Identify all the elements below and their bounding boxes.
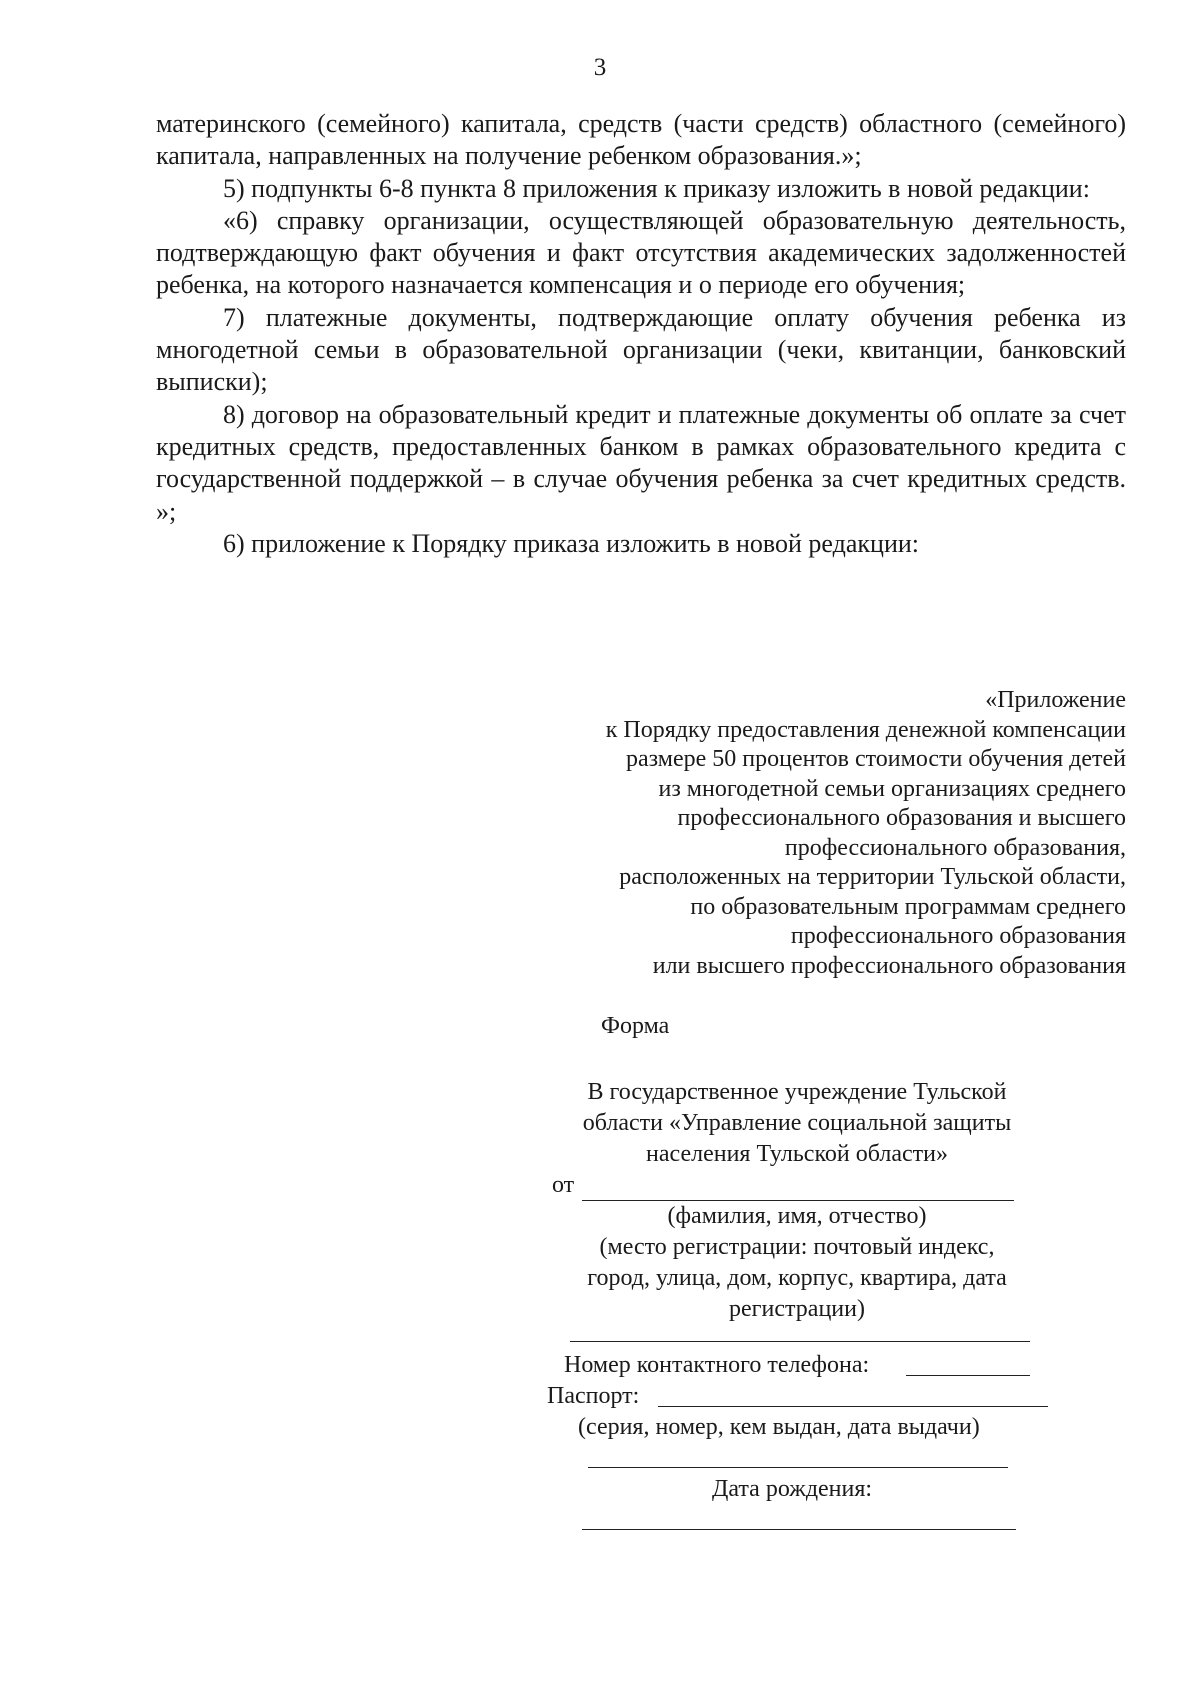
paragraph-item-5: 5) подпункты 6-8 пункта 8 приложения к приказу изложить в новой редакции: [223,173,1090,203]
appendix-line: или высшего профессионального образования [652,952,1126,979]
contact-phone-field[interactable] [906,1375,1030,1376]
form-label: Форма [601,1013,670,1039]
address-hint-line: регистрации) [729,1296,865,1322]
appendix-line: «Приложение [985,687,1126,713]
passport-label: Паспорт: [547,1383,640,1409]
paragraph-subitem-7: 7) платежные документы, подтверждающие оплату обучения ребенка из многодетной семьи в образовательной организации (чеки, квитанции, банковский выписки); [156,302,1126,397]
addressee-line: В государственное учреждение Тульской [587,1079,1007,1105]
page-number: 3 [593,54,607,81]
appendix-line: по образовательным программам среднего [690,893,1126,920]
name-hint: (фамилия, имя, отчество) [667,1203,927,1229]
passport-details-field[interactable] [588,1467,1008,1468]
address-hint-line: (место регистрации: почтовый индекс, [599,1234,995,1260]
appendix-line: размере 50 процентов стоимости обучения детей [625,746,1126,772]
passport-hint: (серия, номер, кем выдан, дата выдачи) [578,1414,980,1440]
appendix-line: к Порядку предоставления денежной компенсации [605,716,1126,743]
appendix-line: профессионального образования и высшего [677,805,1126,831]
appendix-line: профессионального образования, [784,834,1126,861]
amendment-text [156,108,1126,560]
birth-date-field[interactable] [582,1529,1016,1530]
addressee-line: области «Управление социальной защиты [582,1110,1012,1136]
address-field[interactable] [570,1341,1030,1342]
address-hint-line: город, улица, дом, корпус, квартира, дата [587,1265,1007,1291]
appendix-line: из многодетной семьи организациях среднего [658,775,1126,802]
paragraph-continuation: материнского (семейного) капитала, средств (части средств) областного (семейного) капитала, направленных на получение ребенком образования.»; [156,109,1126,171]
appendix-line: расположенных на территории Тульской области, [619,864,1126,890]
appendix-heading [530,686,1126,981]
birth-date-label: Дата рождения: [712,1476,873,1502]
addressee-block [552,1077,1042,1325]
paragraph-subitem-6: «6) справку организации, осуществляющей образовательную деятельность, подтверждающую факт обучения и факт отсутствия академических задолженностей ребенка, на которого назначается компенсация и о периоде его обучения; [156,205,1126,300]
appendix-line: профессионального образования [790,923,1126,949]
contact-phone-label: Номер контактного телефона: [564,1352,870,1378]
from-label: от [552,1172,575,1198]
paragraph-item-6: 6) приложение к Порядку приказа изложить в новой редакции: [223,528,919,558]
passport-field[interactable] [658,1406,1048,1407]
from-row [552,1170,1042,1201]
applicant-name-field[interactable] [582,1178,1014,1201]
paragraph-subitem-8: 8) договор на образовательный кредит и платежные документы об оплате за счет кредитных средств, предоставленных банком в рамках образовательного кредита с государственной поддержкой – в случае обучения ребенка за счет кредитных средств. »; [156,399,1126,526]
addressee-line: населения Тульской области» [646,1141,948,1167]
